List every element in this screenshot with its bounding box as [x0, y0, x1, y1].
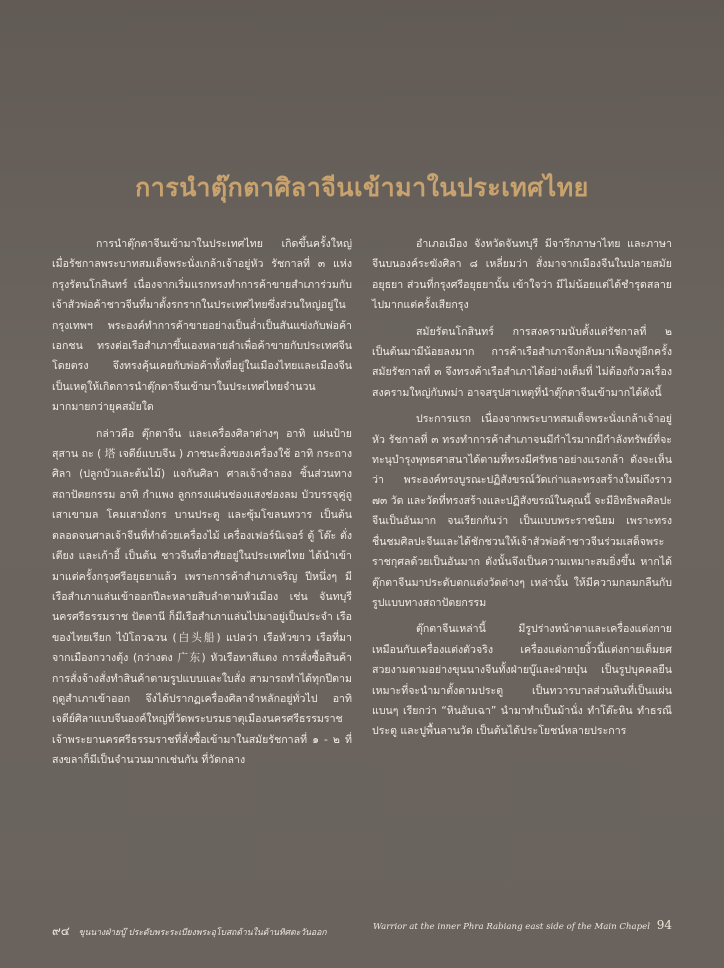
paragraph: กล่าวคือ ตุ๊กตาจีน และเครื่องศิลาต่างๆ อาทิ แผ่นป้ายสุสาน ถะ ( 塔 เจดีย์แบบจีน ) ภาชนะสิ่งของเครื่องใช้ อาทิ กระถางศิลา (ปลูกบัวและต้นไม้) แจกันศิลา ศาลเจ้าจำลอง ชิ้นส่วนทางสถาปัตยกรรม อาทิ กำแพง ลูกกรงแผ่นช่องแสงช่องลม บัวบรรจุคู่ถู เสาเขามล โคมเสามังกร บานประตู และซุ้มโขลนทวาร เป็นต้น ตลอดจนศาลเจ้าจีนที่ทำด้วยเครื่องไม้ เครื่องเฟอร์นิเจอร์ ตู้ โต๊ะ ตั่ง เตียง และเก้าอี้ เป็นต้น ชาวจีนที่อาศัยอยู่ในประเทศไทย ได้นำเข้ามาแต่ครั้งกรุงศรีอยุธยาแล้ว เพราะการค้าสำเภาเจริญ ปีหนึ่งๆ มีเรือสำเภาแล่นเข้าออกปีละหลายสิบลำตามหัวเมือง เช่น จันทบุรี นครศรีธรรมราช ปัตตานี ก็มีเรือสำเภาแล่นไปมาอยู่เป็นประจำ เรือของไทยเรียก ไป๋โถวฉวน (白头船) แปลว่า เรือหัวขาว เรือที่มาจากเมืองกวางตุ้ง (กว่างตง 广东) หัวเรือทาสีแดง การสั่งซื้อสินค้า การสั่งจ้างสั่งทำสินค้าตามรูปแบบและใบสั่ง สามารถทำได้ทุกปีตามฤดูสำเภาเข้าออก จึงได้ปรากฏเครื่องศิลาจำหลักอยู่ทั่วไป อาทิ เจดีย์ศิลาแบบจีนองค์ใหญ่ที่วัดพระบรมธาตุเมืองนครศรีธรรมราช เจ้าพระยานครศรีธรรมราชที่สั่งซื้อเข้ามาในสมัยรัชกาลที่ ๑ - ๒ ที่สงขลาก็มีเป็นจำนวนมากเช่นกัน ที่วัดกลาง: [52, 427, 352, 767]
paragraph: การนำตุ๊กตาจีนเข้ามาในประเทศไทย เกิดขึ้นครั้งใหญ่เมื่อรัชกาลพระบาทสมเด็จพระนั่งเกล้าเจ้าอยู่หัว รัชกาลที่ ๓ แห่งกรุงรัตนโกสินทร์ เนื่องจากเริ่มแรกทรงทำการค้าขายสำเภาร่วมกับเจ้าสัวพ่อค้าชาวจีนที่มาตั้งรกรากในประเทศไทยซึ่งส่วนใหญ่อยู่ในกรุงเทพฯ พระองค์ทำการค้าขายอย่างเป็นล่ำเป็นสันแข่งกับพ่อค้าเอกชน ทรงต่อเรือสำเภาขึ้นเองหลายลำเพื่อค้าขายกับประเทศจีนโดยตรง จึงทรงคุ้นเคยกับพ่อค้าทั้งที่อยู่ในเมืองไทยและเมืองจีน เป็นเหตุให้เกิดการนำตุ๊กตาจีนเข้ามาในประเทศไทยจำนวนมากมายกว่ายุคสมัยใด: [52, 238, 352, 414]
paragraph: ประการแรก เนื่องจากพระบาทสมเด็จพระนั่งเกล้าเจ้าอยู่หัว รัชกาลที่ ๓ ทรงทำการค้าสำเภาจนมีกำไรมากมีกำลังทรัพย์ที่จะทะนุบำรุงพุทธศาสนาได้ตามที่ทรงมีศรัทธาอย่างแรงกล้า ดังจะเห็นว่า พระองค์ทรงบูรณะปฏิสังขรณ์วัดเก่าและทรงสร้างใหม่ถึงราว ๗๓ วัด และวัดที่ทรงสร้างและปฏิสังขรณ์ในคุณนี้ จะมีอิทธิพลศิลปะจีนเป็นอันมาก จนเรียกกันว่า เป็นแบบพระราชนิยม เพราะทรงชื่นชมศิลปะจีนและได้ชักชวนให้เจ้าสัวพ่อค้าชาวจีนร่วมเสด็จพระราชกุศลด้วยเป็นอันมาก ดังนั้นจึงเป็นความเหมาะสมยิ่งขึ้น หากได้ตุ๊กตาจีนมาประดับตกแต่งวัดต่างๆ เหล่านั้น ให้มีความกลมกลืนกับรูปแบบทางสถาปัตยกรรม: [372, 413, 672, 609]
footer-left: [52, 922, 327, 941]
left-column: [52, 234, 352, 777]
page-title: การนำตุ๊กตาศิลาจีนเข้ามาในประเทศไทย: [135, 173, 589, 202]
paragraph: อำเภอเมือง จังหวัดจันทบุรี มีจารึกภาษาไทย และภาษาจีนบนองค์ระฆังศิลา ๘ เหลี่ยมว่า สั่งมาจากเมืองจีนในปลายสมัยอยุธยา ส่วนที่กรุงศรีอยุธยานั้น เข้าใจว่า มีไม่น้อยแต่ได้ชำรุดสลายไปมากแต่ครั้งเสียกรุง: [372, 238, 672, 312]
english-caption: Warrior at the inner Phra Rabiang east side of the Main Chapel: [373, 922, 650, 932]
paragraph: ตุ๊กตาจีนเหล่านี้ มีรูปร่างหน้าตาและเครื่องแต่งกายเหมือนกับเครื่องแต่งตัวจริง เครื่องแต่งกายงิ้วนี้แต่งกายเต็มยศสวยงามตามอย่างขุนนางจีนทั้งฝ่ายบู๊และฝ่ายบุ๋น เป็นรูปบุคคลยืน เหมาะที่จะนำมาตั้งตามประตู เป็นทวารบาลส่วนหินที่เป็นแผ่นแบนๆ เรียกว่า “หินอับเฉา” นำมาทำเป็นม้านั่ง ทำโต๊ะหิน ทำธรณีประตู และปูพื้นลานวัด เป็นต้นได้ประโยชน์หลายประการ: [372, 623, 672, 738]
page-number: 94: [656, 918, 672, 932]
right-column: [372, 234, 672, 748]
thai-page-number: ๙๔: [52, 924, 70, 938]
paragraph: สมัยรัตนโกสินทร์ การสงครามนับตั้งแต่รัชกาลที่ ๒ เป็นต้นมามีน้อยลงมาก การค้าเรือสำเภาจึงกลับมาเฟื่องฟูอีกครั้ง สมัยรัชกาลที่ ๓ จึงทรงค้าเรือสำเภาได้อย่างเต็มที่ ไม่ต้องกังวลเรื่องสงครามใหญ่กับพม่า อาจสรุปสาเหตุที่นำตุ๊กตาจีนเข้ามากได้ดังนี้: [372, 325, 672, 399]
thai-caption: ขุนนางฝ่ายบู๊ ประดับพระระเบียงพระอุโบสถด้านในด้านทิศตะวันออก: [78, 928, 327, 938]
